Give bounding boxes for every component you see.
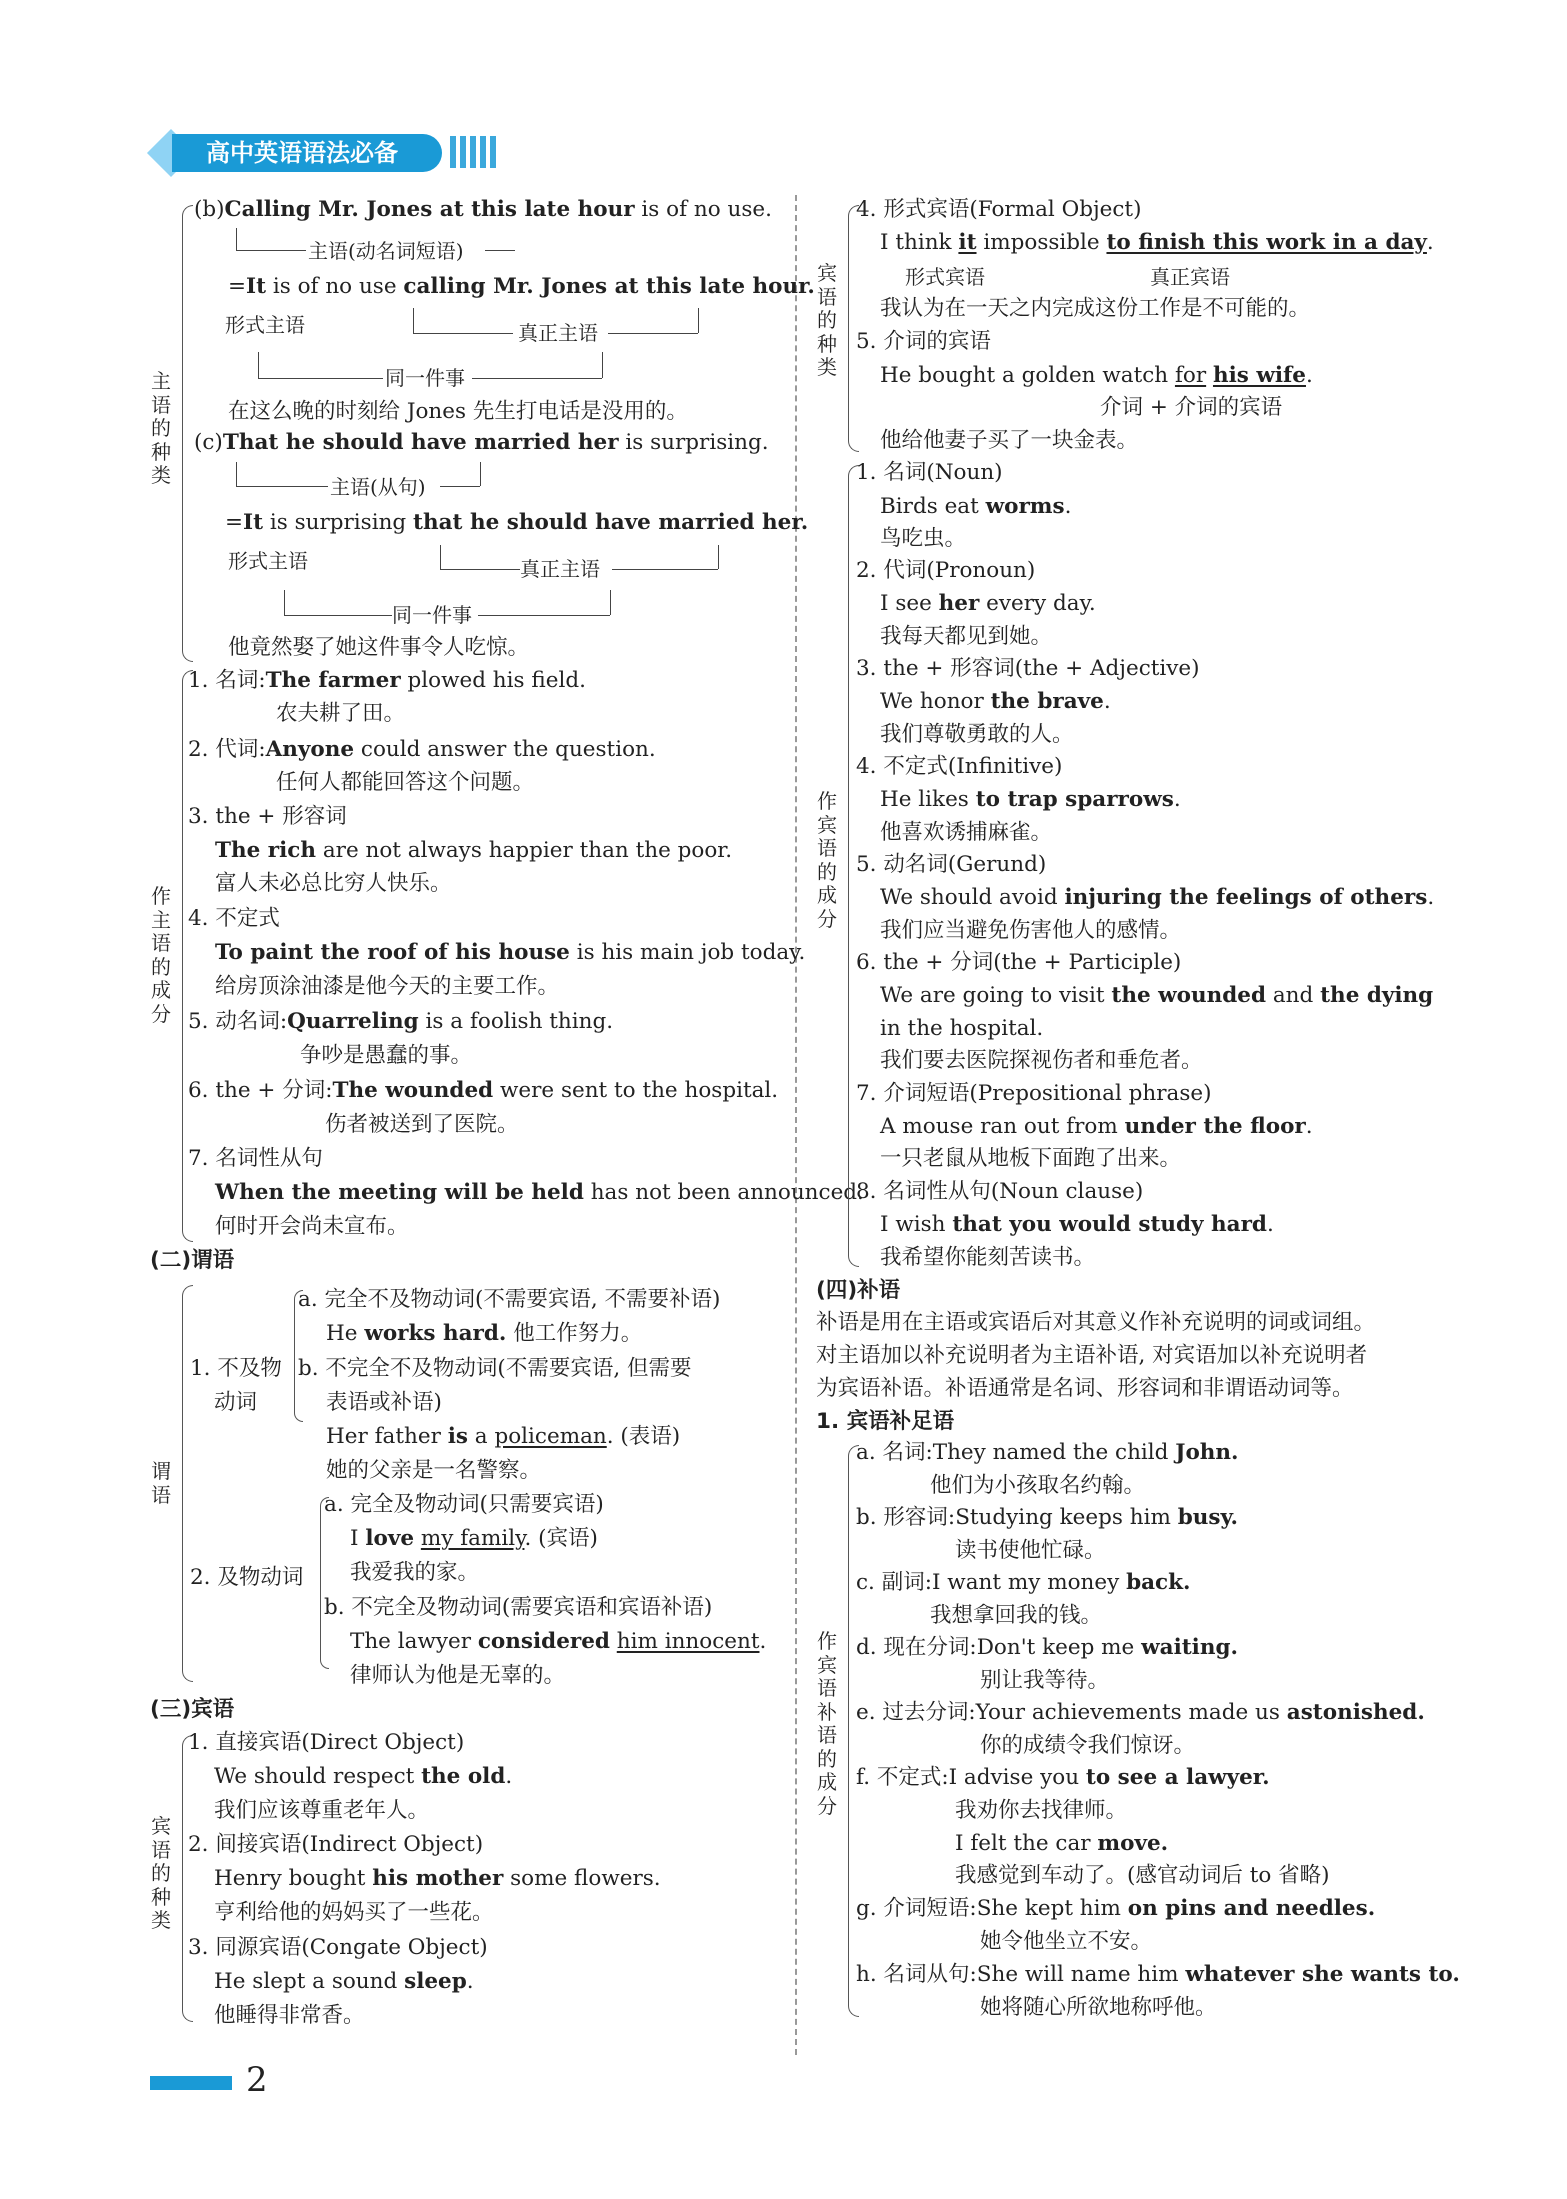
section-4-title: (四)补语 (816, 1278, 901, 1303)
comp-e-translation: 你的成绩令我们惊讶。 (980, 1733, 1196, 1758)
subject-kinds-label: 主语的种类 (151, 369, 171, 487)
a3-example: We honor the brave. (880, 689, 1111, 714)
b-formal-subject: 形式主语 (225, 313, 305, 337)
a7-example: A mouse ran out from under the floor. (880, 1114, 1313, 1139)
header-title: 高中英语语法必备 (206, 139, 398, 167)
comp-f2-translation: 我感觉到车动了。(感官动词后 to 省略) (955, 1863, 1330, 1888)
o5-head: 5. 介词的宾语 (856, 329, 991, 354)
comp-g-translation: 她令他坐立不安。 (980, 1929, 1153, 1954)
p2b-example: The lawyer considered him innocent. (350, 1629, 767, 1654)
o4-real: 真正宾语 (1150, 265, 1230, 289)
a8-head: 8. 名词性从句(Noun clause) (856, 1179, 1144, 1204)
s4-head: 4. 不定式 (188, 906, 280, 931)
object-complement-label: 作宾语补语的成分 (817, 1629, 837, 1818)
s1-translation: 农夫耕了田。 (276, 701, 406, 726)
b-annot-line (236, 250, 306, 251)
comp-a: a. 名词:They named the child John. (856, 1440, 1239, 1465)
p2a-translation: 我爱我的家。 (350, 1560, 480, 1585)
b-annot-bracket (236, 228, 237, 250)
a4-translation: 他喜欢诱捕麻雀。 (880, 820, 1053, 845)
b-sentence: (b)Calling Mr. Jones at this late hour is of no use. (194, 197, 772, 222)
a2-head: 2. 代词(Pronoun) (856, 558, 1036, 583)
header-dots-icon (450, 136, 500, 168)
comp-f2: I felt the car move. (955, 1831, 1169, 1856)
o5-translation: 他给他妻子买了一块金表。 (880, 428, 1139, 453)
a1-example: Birds eat worms. (880, 494, 1072, 519)
p1a: a. 完全不及物动词(不需要宾语, 不需要补语) (298, 1287, 721, 1312)
b-same-line-l (258, 378, 383, 379)
comp-d-translation: 别让我等待。 (980, 1668, 1110, 1693)
a5-example: We should avoid injuring the feelings of others. (880, 885, 1435, 910)
object-kinds-label: 宾语的种类 (151, 1814, 171, 1932)
s6-translation: 伤者被送到了医院。 (325, 1112, 519, 1137)
a4-example: He likes to trap sparrows. (880, 787, 1181, 812)
b-same-line-r (472, 378, 602, 379)
a6-example: We are going to visit the wounded and the dying (880, 983, 1434, 1008)
a4-head: 4. 不定式(Infinitive) (856, 754, 1063, 779)
complement-para-3: 为宾语补语。补语通常是名词、形容词和非谓语动词等。 (816, 1376, 1354, 1401)
a8-translation: 我希望你能刻苦读书。 (880, 1245, 1096, 1270)
page-number: 2 (246, 2060, 268, 2100)
predicate-brace (182, 1285, 193, 1682)
complement-para-2: 对主语加以补充说明者为主语补语, 对宾语加以补充说明者 (816, 1343, 1368, 1368)
comp-a-translation: 他们为小孩取名约翰。 (930, 1473, 1146, 1498)
a1-translation: 鸟吃虫。 (880, 526, 967, 551)
s2-line: 2. 代词:Anyone could answer the question. (188, 737, 656, 762)
p1-head: 1. 不及物 (190, 1356, 282, 1381)
c-annot-line (236, 486, 328, 487)
c-real-bracket (440, 545, 441, 569)
c-real-line-l (440, 569, 520, 570)
o2-example: Henry bought his mother some flowers. (214, 1866, 661, 1891)
a5-head: 5. 动名词(Gerund) (856, 852, 1047, 877)
predicate-label: 谓语 (151, 1459, 171, 1507)
b-real-line-l (413, 333, 513, 334)
b-real-bracket-r (698, 308, 699, 333)
comp-g: g. 介词短语:She kept him on pins and needles. (856, 1896, 1376, 1921)
o2-head: 2. 间接宾语(Indirect Object) (188, 1832, 484, 1857)
c-real-line-r (612, 569, 718, 570)
a2-translation: 我每天都见到她。 (880, 624, 1053, 649)
c-real-subject: 真正主语 (520, 557, 600, 581)
s1-line: 1. 名词:The farmer plowed his field. (188, 668, 586, 693)
c-same-line-l (284, 615, 392, 616)
c-annot-bracket (236, 462, 237, 486)
s5-line: 5. 动名词:Quarreling is a foolish thing. (188, 1009, 614, 1034)
a6-example-2: in the hospital. (880, 1016, 1044, 1041)
b-real-line-r (608, 333, 698, 334)
object-kinds-brace (182, 1735, 193, 2022)
p1b: b. 不完全不及物动词(不需要宾语, 但需要 (298, 1356, 692, 1381)
o2-translation: 亨利给他的妈妈买了一些花。 (214, 1900, 494, 1925)
a6-head: 6. the + 分词(the + Participle) (856, 950, 1182, 975)
p2a: a. 完全及物动词(只需要宾语) (324, 1492, 604, 1517)
comp-b-translation: 读书使他忙碌。 (955, 1538, 1106, 1563)
c-translation: 他竟然娶了她这件事令人吃惊。 (228, 635, 530, 660)
s4-line: To paint the roof of his house is his main job today. (215, 940, 806, 965)
comp-e: e. 过去分词:Your achievements made us astonished. (856, 1700, 1425, 1725)
o3-translation: 他睡得非常香。 (214, 2003, 365, 2028)
footer-bar (150, 2076, 232, 2090)
comp-b: b. 形容词:Studying keeps him busy. (856, 1505, 1238, 1530)
p1a-example: He works hard. 他工作努力。 (326, 1321, 643, 1346)
a5-translation: 我们应当避免伤害他人的感情。 (880, 918, 1182, 943)
c-annot: 主语(从句) (330, 475, 426, 499)
a7-translation: 一只老鼠从地板下面跑了出来。 (880, 1146, 1182, 1171)
as-subject-label: 作主语的成分 (151, 884, 171, 1026)
s3-line: The rich are not always happier than the poor. (215, 838, 733, 863)
column-divider (795, 195, 797, 2055)
c-same-line-r (478, 615, 610, 616)
s6-line: 6. the + 分词:The wounded were sent to the hospital. (188, 1078, 779, 1103)
c-formal-subject: 形式主语 (228, 549, 308, 573)
p2b-translation: 律师认为他是无辜的。 (350, 1663, 566, 1688)
p1-head-2: 动词 (214, 1390, 258, 1415)
o1-head: 1. 直接宾语(Direct Object) (188, 1730, 465, 1755)
a1-head: 1. 名词(Noun) (856, 460, 1003, 485)
s4-translation: 给房顶涂油漆是他今天的主要工作。 (215, 974, 560, 999)
s2-translation: 任何人都能回答这个问题。 (276, 770, 535, 795)
o1-example: We should respect the old. (214, 1764, 513, 1789)
p2-head: 2. 及物动词 (190, 1565, 304, 1590)
s3-head: 3. the + 形容词 (188, 804, 347, 829)
as-object-label: 作宾语的成分 (817, 789, 837, 931)
a7-head: 7. 介词短语(Prepositional phrase) (856, 1081, 1212, 1106)
c-real-bracket-r (718, 545, 719, 569)
c-same-bracket (284, 590, 285, 615)
c-annot-bracket-r (480, 462, 481, 486)
b-same-thing: 同一件事 (385, 366, 465, 390)
o1-translation: 我们应该尊重老年人。 (214, 1798, 430, 1823)
p2-brace (320, 1497, 329, 1669)
p2b: b. 不完全及物动词(需要宾语和宾语补语) (324, 1595, 713, 1620)
o4-example: I think it impossible to finish this work in a day. (880, 230, 1434, 255)
complement-para-1: 补语是用在主语或宾语后对其意义作补充说明的词或词组。 (816, 1310, 1376, 1335)
p1b-example: Her father is a policeman. (表语) (326, 1424, 681, 1449)
b-translation: 在这么晚的时刻给 Jones 先生打电话是没用的。 (228, 399, 688, 424)
section-2-title: (二)谓语 (150, 1248, 235, 1273)
c-same-thing: 同一件事 (392, 603, 472, 627)
p1b-translation: 她的父亲是一名警察。 (326, 1458, 542, 1483)
o3-example: He slept a sound sleep. (214, 1969, 474, 1994)
comp-c: c. 副词:I want my money back. (856, 1570, 1191, 1595)
s7-line: When the meeting will be held has not been announced. (215, 1180, 864, 1205)
c-annot-line2 (440, 486, 480, 487)
o4-formal: 形式宾语 (905, 265, 985, 289)
o4-head: 4. 形式宾语(Formal Object) (856, 197, 1142, 222)
p2a-example: I love my family. (宾语) (350, 1526, 598, 1551)
b-annot: 主语(动名词短语) (308, 239, 464, 263)
o3-head: 3. 同源宾语(Congate Object) (188, 1935, 488, 1960)
b-equivalent: =It is of no use calling Mr. Jones at this late hour. (228, 274, 815, 299)
right-object-kinds-label: 宾语的种类 (817, 261, 837, 379)
a2-example: I see her every day. (880, 591, 1096, 616)
b-same-bracket (258, 352, 259, 378)
c-sentence: (c)That he should have married her is surprising. (194, 430, 769, 455)
c-equivalent: =It is surprising that he should have married her. (225, 510, 809, 535)
section-3-title: (三)宾语 (150, 1697, 235, 1722)
o4-translation: 我认为在一天之内完成这份工作是不可能的。 (880, 296, 1311, 321)
b-real-subject: 真正主语 (518, 321, 598, 345)
comp-f-translation: 我劝你去找律师。 (955, 1798, 1128, 1823)
b-real-bracket (413, 308, 414, 333)
s5-translation: 争吵是愚蠢的事。 (300, 1043, 473, 1068)
o5-example: He bought a golden watch for his wife. (880, 363, 1313, 388)
c-same-bracket-r (610, 590, 611, 615)
b-annot-line2 (485, 250, 515, 251)
subject-kinds-brace (182, 205, 193, 662)
s3-translation: 富人未必总比穷人快乐。 (215, 871, 452, 896)
p1b-2: 表语或补语) (326, 1390, 442, 1415)
s7-translation: 何时开会尚未宣布。 (215, 1214, 409, 1239)
comp-d: d. 现在分词:Don't keep me waiting. (856, 1635, 1238, 1660)
a8-example: I wish that you would study hard. (880, 1212, 1274, 1237)
comp-f: f. 不定式:I advise you to see a lawyer. (856, 1765, 1270, 1790)
comp-h-translation: 她将随心所欲地称呼他。 (980, 1995, 1217, 2020)
header (150, 130, 510, 176)
comp-c-translation: 我想拿回我的钱。 (930, 1603, 1103, 1628)
a6-translation: 我们要去医院探视伤者和垂危者。 (880, 1048, 1203, 1073)
o5-annot: 介词 + 介词的宾语 (1100, 395, 1283, 420)
s7-head: 7. 名词性从句 (188, 1146, 323, 1171)
a3-head: 3. the + 形容词(the + Adjective) (856, 656, 1200, 681)
comp-h: h. 名词从句:She will name him whatever she wants to. (856, 1962, 1460, 1987)
b-same-bracket-r (602, 352, 603, 378)
complement-subtitle: 1. 宾语补足语 (816, 1409, 955, 1434)
a3-translation: 我们尊敬勇敢的人。 (880, 722, 1074, 747)
